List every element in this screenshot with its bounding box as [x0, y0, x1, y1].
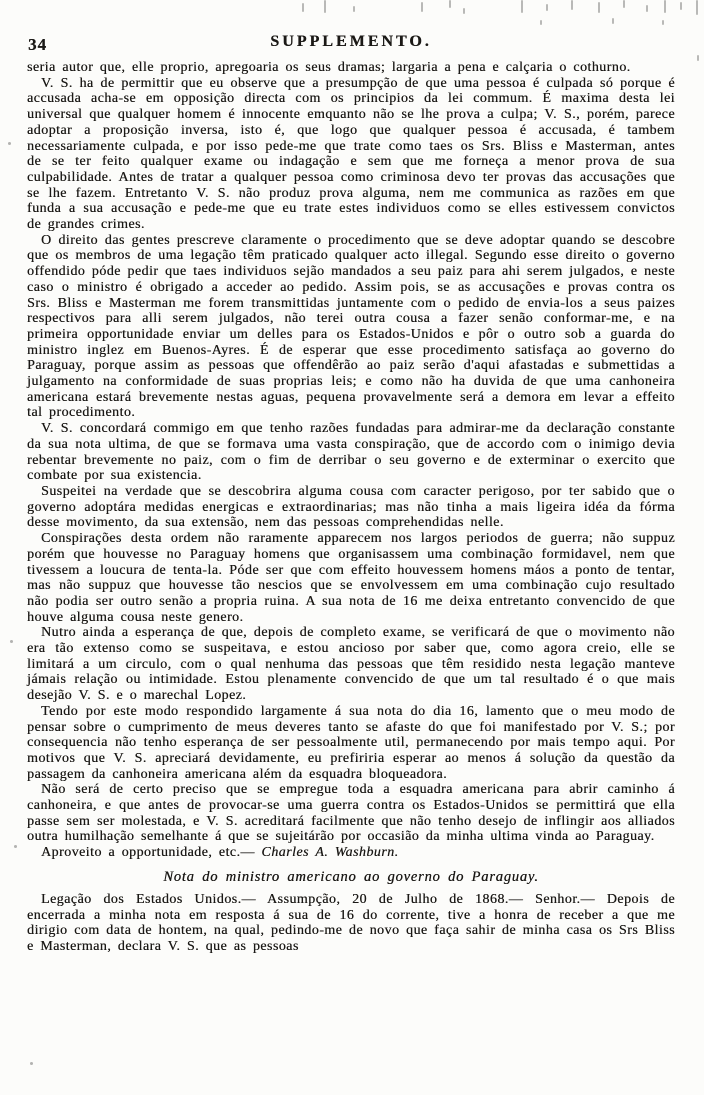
ink-speck [546, 4, 548, 11]
ink-speck [680, 2, 682, 10]
paragraph: Não será de certo preciso que se empregue toda a esquadra americana para abrir caminho á canhoneira, e que antes de provocar-se uma guerra contra os Estados-Unidos se permittirá que ella passe sem ser molestada, e V. S. acreditará facilmente que não tenho desejo de inflingir aos alliados outra humilhação semelhante á que se sujeitárão por occasião da minha ultima vinda ao Paraguay. [27, 782, 675, 845]
paragraph: V. S. concordará commigo em que tenho razões fundadas para admirar-me da declaração constante da sua nota ultima, de que se formava uma vasta conspiração, que de accordo com o inimigo devia rebentar brevemente no paiz, com o fim de derribar o seu governo e de exterminar o exercito que combate por sua existencia. [27, 421, 675, 484]
closing-text: Aproveito a opportunidade, etc.— [41, 845, 262, 861]
running-header: SUPPLEMENTO. [270, 33, 432, 50]
page-header [27, 33, 675, 57]
paragraph: Legação dos Estados Unidos.— Assumpção, 20 de Julho de 1868.— Senhor.— Depois de encerrada a minha nota em resposta á sua de 16 do corrente, tive a honra de receber a que me dirigio com data de hontem, na qual, pedindo-me de novo que faça sahir de minha casa os Srs Bliss e Masterman, declara V. S. que as pessoas [27, 891, 675, 954]
ink-speck [662, 20, 664, 25]
ink-speck [463, 8, 465, 14]
paragraph: Nutro ainda a esperança de que, depois de completo exame, se verificará de que o movimento não era tão extenso como se suspeitava, e estou ancioso por saber que, como agora creio, elle se limitará a um circulo, com o qual nenhuma das pessoas que têm residido nesta legação manteve jámais relação ou intimidade. Estou plenamente convencido de que um tal resultado é o que mais desejão V. S. e o marechal Lopez. [27, 625, 675, 704]
ink-speck [540, 20, 542, 25]
ink-speck [324, 0, 326, 13]
paragraph: seria autor que, elle proprio, apregoaria os seus dramas; largaria a pena e calçaria o cothurno. [27, 60, 631, 75]
ink-speck [302, 3, 304, 12]
ink-speck [598, 2, 600, 13]
closing-line [27, 845, 675, 861]
ink-speck [571, 0, 573, 10]
paragraph: O direito das gentes prescreve claramente o procedimento que se deve adoptar quando se descobre que os membros de uma legação têm praticado qualquer acto illegal. Segundo esse direito o governo offendido póde pedir que taes individuos sejão mandados a seu paiz para ahi serem julgados, e neste caso o ministro é obrigado a acceder ao pedido. Assim pois, se as accusações e provas contra os Srs. Bliss e Masterman me forem transmittidas juntamente com o pedido de envia-los a seus paizes respectivos para alli serem julgados, não terei outra cousa a fazer senão conformar-me, e na primeira opportunidade enviar um delles para os Estados-Unidos e pôr o outro sob a guarda do ministro inglez em Buenos-Ayres. É de esperar que esse procedimento satisfaça ao governo do Paraguay, porque assim as pessoas que offendêrão ao paiz serão d'aqui afastadas e submettidas a julgamento na conformidade de suas proprias leis; e como não ha duvida de que uma canhoneira americana estará brevemente nestas aguas, pequena provavelmente será a demora em levar a effeito tal procedimento. [27, 232, 675, 421]
signature: Charles A. Washburn. [261, 845, 399, 861]
ink-speck [696, 0, 698, 15]
ink-speck [623, 0, 625, 8]
page-number: 34 [28, 35, 47, 54]
ink-speck [421, 2, 423, 12]
ink-speck [30, 1062, 33, 1065]
ink-speck [8, 142, 11, 145]
ink-speck [612, 18, 614, 24]
paragraph: Conspirações desta ordem não raramente apparecem nos largos periodos de guerra; não suppuz porém que houvesse no Paraguay homens que organisassem uma combinação formidavel, nem que tivessem a loucura de tenta-la. Póde ser que com effeito houvessem homens máos a ponto de tentar, mas não suppuz que houvesse tão nescios que se envolvessem em uma combinação cujo resultado não podia ser outro senão a propria ruina. A sua nota de 16 me deixa entretanto convencido de que houve alguma cousa neste genero. [27, 531, 675, 625]
section-heading: Nota do ministro americano ao governo do Paraguay. [163, 868, 539, 885]
paragraph: Tendo por este modo respondido largamente á sua nota do dia 16, lamento que o meu modo de pensar sobre o cumprimento de meus deveres tanto se afaste do que foi manifestado por V. S.; por consequencia não tenho esperança de ser pessoalmente util, permanecendo por mais tempo aqui. Por motivos que V. S. apreciará devidamente, eu prefiriria esperar ao menos á solução da questão da passagem da canhoneira americana além da esquadra bloqueadora. [27, 703, 675, 782]
ink-speck [353, 6, 355, 12]
ink-speck [521, 0, 523, 13]
ink-speck [14, 845, 17, 848]
ink-speck [646, 5, 648, 12]
ink-speck [664, 0, 666, 13]
paragraph: Suspeitei na verdade que se descobrira alguma cousa com caracter perigoso, por ter sabido que o governo adoptára medidas energicas e extraordinarias; mas não tinha a mais ligeira idéa da fórma desse movimento, da sua extensão, nem das pessoas comprehendidas nelle. [27, 483, 675, 531]
ink-speck [697, 55, 699, 61]
paragraph: V. S. ha de permittir que eu observe que a presumpção de que uma pessoa é culpada só porque é accusada acha-se em opposição directa com os principios da lei commum. É maxima desta lei universal que qualquer homem é innocente emquanto não se lhe prova a culpa; V. S., porém, parece adoptar a proposição inversa, isto é, que logo que qualquer pessoa é accusada, é tambem necessariamente culpada, e por isso pede-me que trate como taes os Srs. Bliss e Masterman, antes de se ter feito qualquer exame ou indagação e sem que me forneça a menor prova de sua culpabilidade. Antes de tratar a qualquer pessoa como criminosa devo ter provas das accusações que se lhe fazem. Entretanto V. S. não produz prova alguma, nem me communica as razões em que funda a sua accusação e pede-me que eu trate estes individuos como se elles estivessem convictos de grandes crimes. [27, 75, 675, 233]
ink-speck [449, 0, 451, 8]
letter-body [27, 60, 675, 955]
ink-speck [10, 640, 13, 643]
